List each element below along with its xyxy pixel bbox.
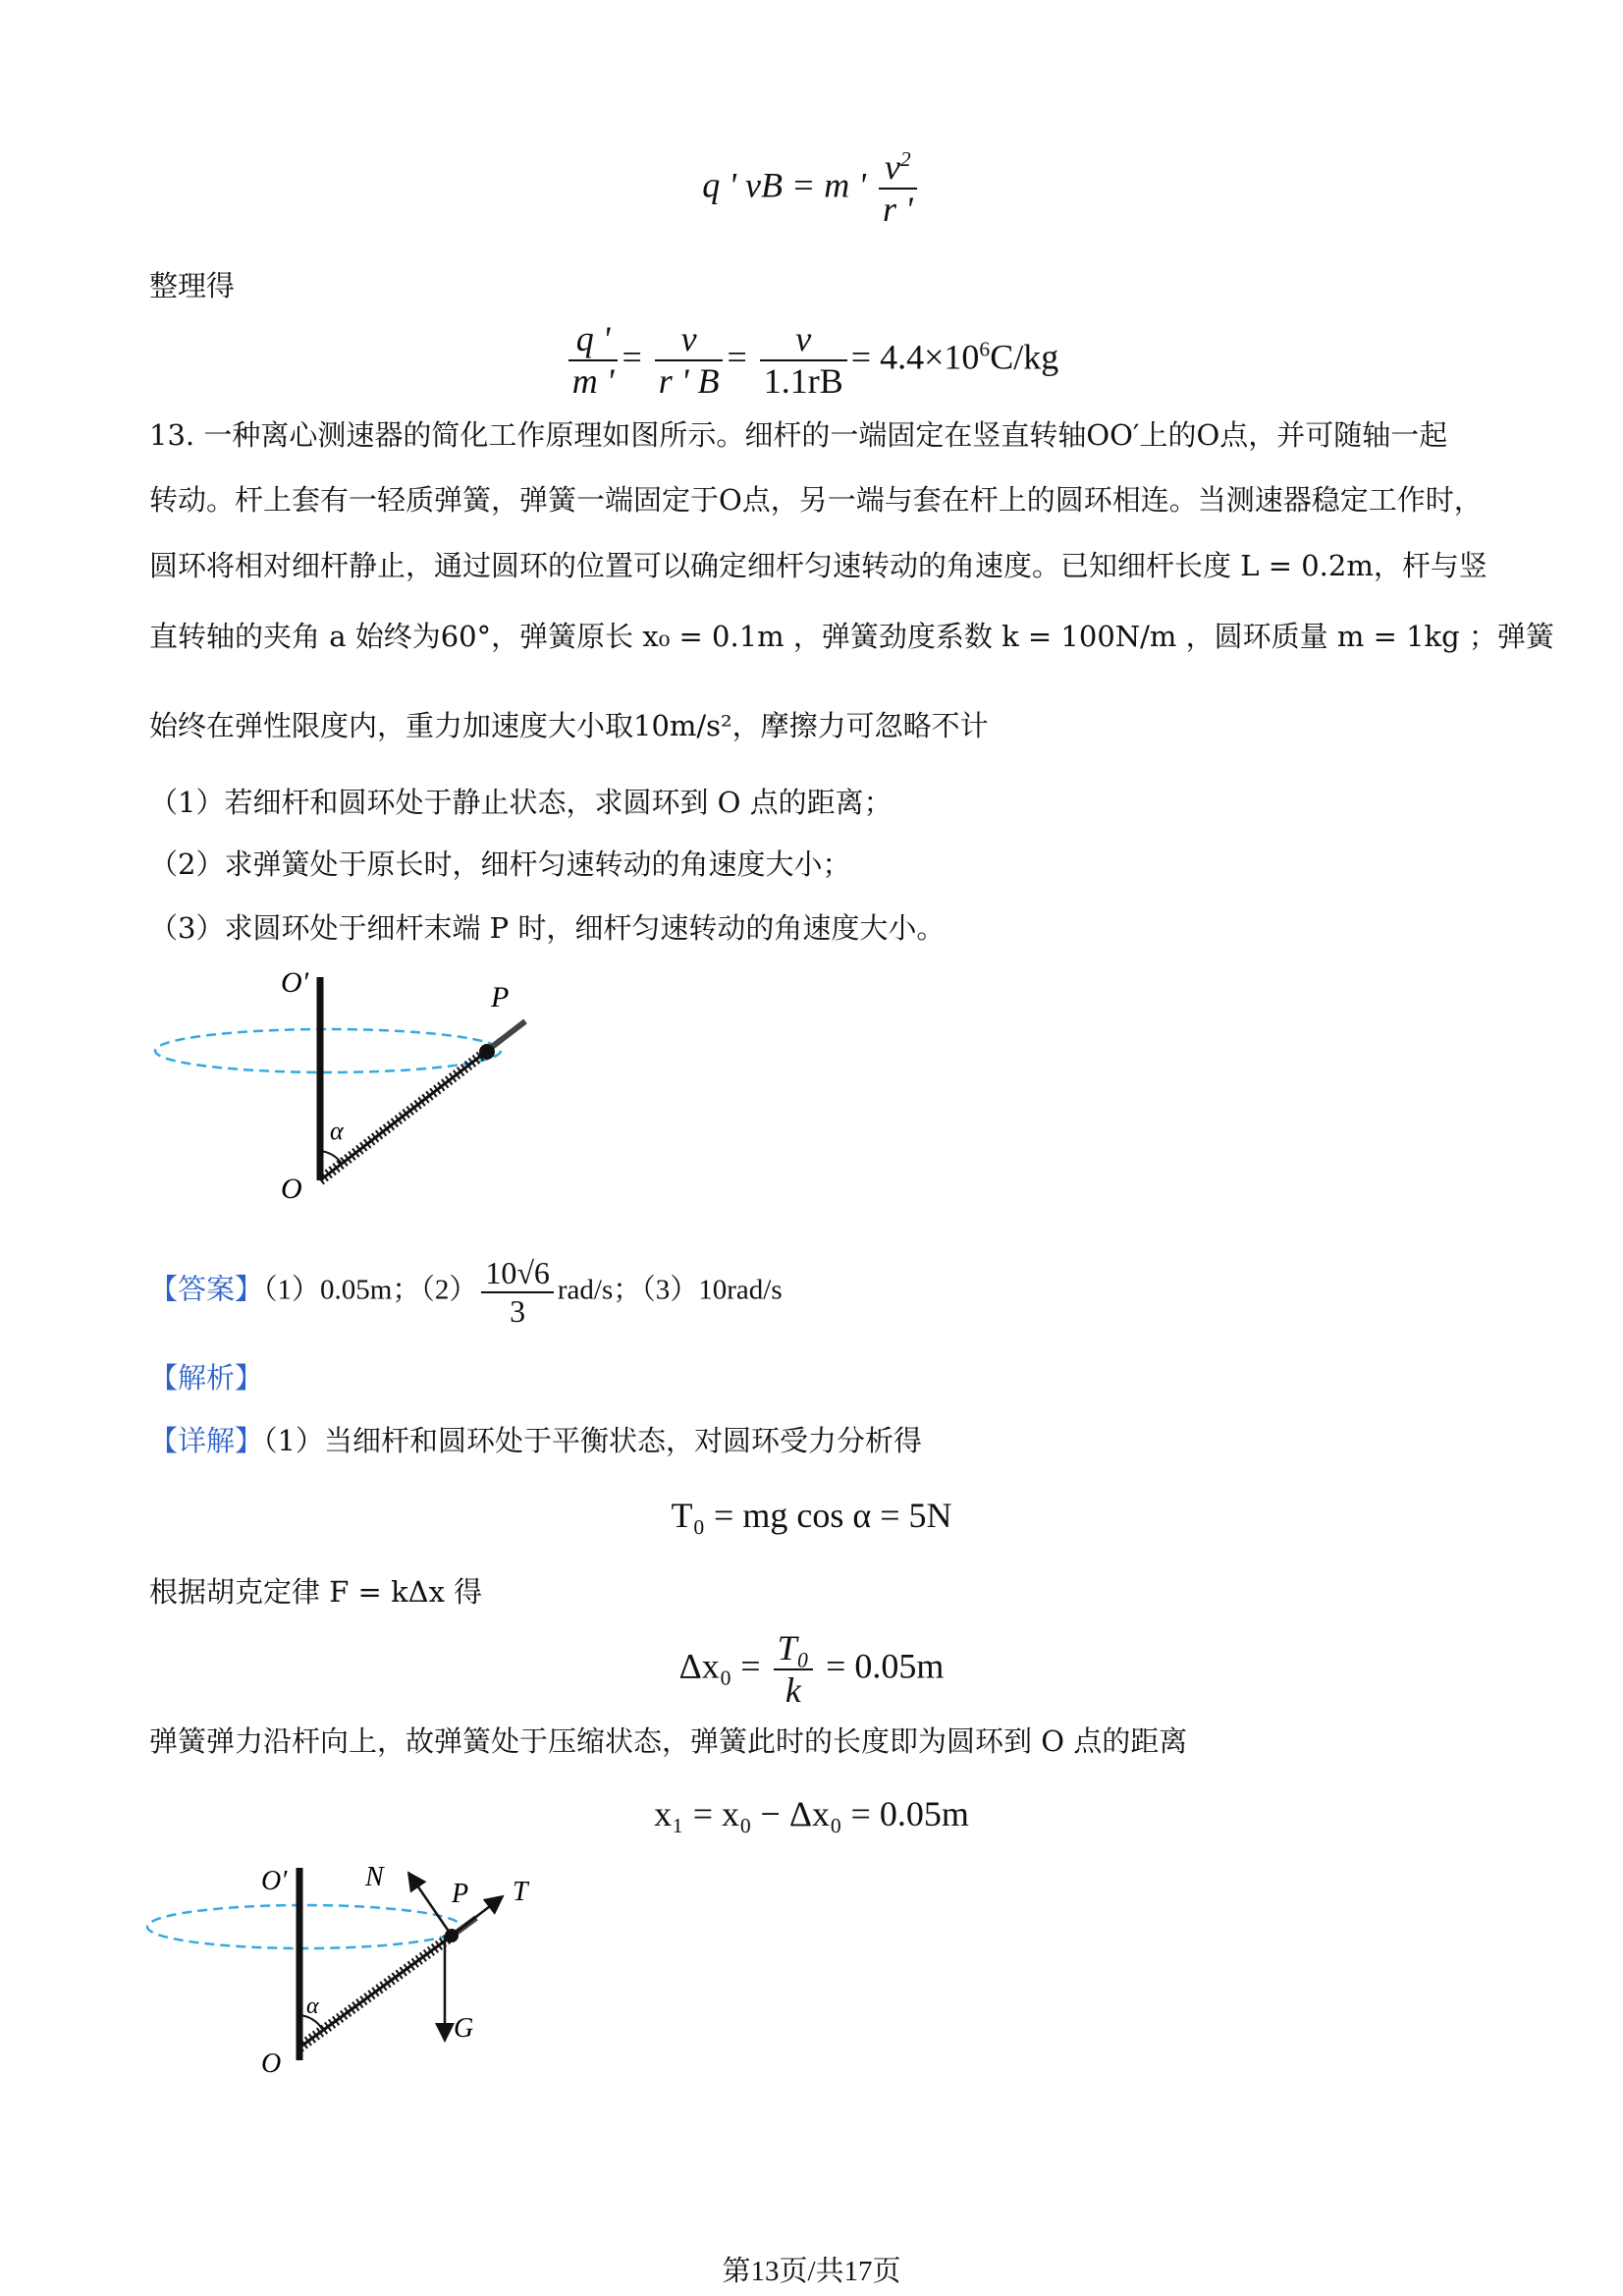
label-p: P [491, 981, 510, 1013]
label-o-prime: O′ [261, 1866, 288, 1896]
label-alpha: α [330, 1117, 344, 1145]
label-alpha: α [306, 1994, 319, 2019]
answer-line: 【答案】（1）0.05m；（2） $\frac{10√6}{3}$ rad/s；（3）10rad/s [149, 1255, 783, 1329]
label-t: T [513, 1877, 528, 1907]
problem-line-1: 13. 一种离心测速器的简化工作原理如图所示。细杆的一端固定在竖直转轴OO′上的O点，并可随轴一起 [149, 418, 1448, 452]
answer-tag: 【答案】 [149, 1274, 264, 1306]
problem-line-2: 转动。杆上套有一轻质弹簧，弹簧一端固定于O点，另一端与套在杆上的圆环相连。当测速器稳定工作时， [149, 483, 1483, 517]
question-1: （1）若细杆和圆环处于静止状态，求圆环到 O 点的距离； [149, 786, 893, 819]
rotation-path [147, 1905, 461, 1948]
detail-line: 【详解】（1）当细杆和圆环处于平衡状态，对圆环受力分析得 [149, 1424, 922, 1457]
momentum-equation [0, 147, 1623, 231]
hooke-line: 根据胡克定律 F = kΔx 得 [149, 1575, 483, 1609]
centrifuge-figure [137, 962, 569, 1218]
label-n: N [365, 1862, 384, 1892]
compression-equation: Δx₀ = $\frac{\text{T₀}}{k}$ = 0.05m [678, 1628, 945, 1711]
problem-line-5: 始终在弹性限度内，重力加速度大小取10m/s²，摩擦力可忽略不计 [149, 709, 989, 742]
spring-line: 弹簧弹力沿杆向上，故弹簧处于压缩状态，弹簧此时的长度即为圆环到 O 点的距离 [149, 1724, 1188, 1758]
page-footer: 第13页/共17页 [722, 2256, 901, 2287]
distance-equation: x₁ = x₀ − Δx₀ = 0.05m [654, 1794, 969, 1833]
force-figure [137, 1846, 569, 2087]
rotation-path [155, 1029, 501, 1072]
question-3: （3）求圆环处于细杆末端 P 时，细杆匀速转动的角速度大小。 [149, 911, 946, 945]
ring [479, 1044, 495, 1060]
simplify-label: 整理得 [149, 269, 236, 302]
label-o-prime: O′ [281, 966, 309, 999]
label-g: G [454, 2013, 474, 2044]
label-o: O [281, 1173, 302, 1205]
normal-force-arrow [408, 1873, 452, 1936]
label-o: O [261, 2049, 282, 2079]
label-p: P [452, 1879, 469, 1909]
fraction: $\frac{v^2}{r '}$ [879, 147, 917, 231]
equation-lhs: q ' vB = m ' [702, 165, 866, 205]
problem-line-4: 直转轴的夹角 a 始终为60°，弹簧原长 x₀ = 0.1m ，弹簧劲度系数 k = 100N/m ，圆环质量 m = 1kg ；弹簧 [149, 620, 1554, 653]
ratio-equation: $\frac{q '}{m '}$ = $\frac{v}{r ' B}$ = $\frac{v}{1.1rB}$ = $4.4\times 10^6C/kg$ [0, 319, 1623, 403]
question-2: （2）求弹簧处于原长时，细杆匀速转动的角速度大小； [149, 847, 851, 881]
problem-line-3: 圆环将相对细杆静止，通过圆环的位置可以确定细杆匀速转动的角速度。已知细杆长度 L = 0.2m，杆与竖 [149, 549, 1488, 582]
analysis-tag: 【解析】 [149, 1361, 264, 1394]
tension-equation: T₀ = mg cos α = 5N [671, 1496, 952, 1535]
